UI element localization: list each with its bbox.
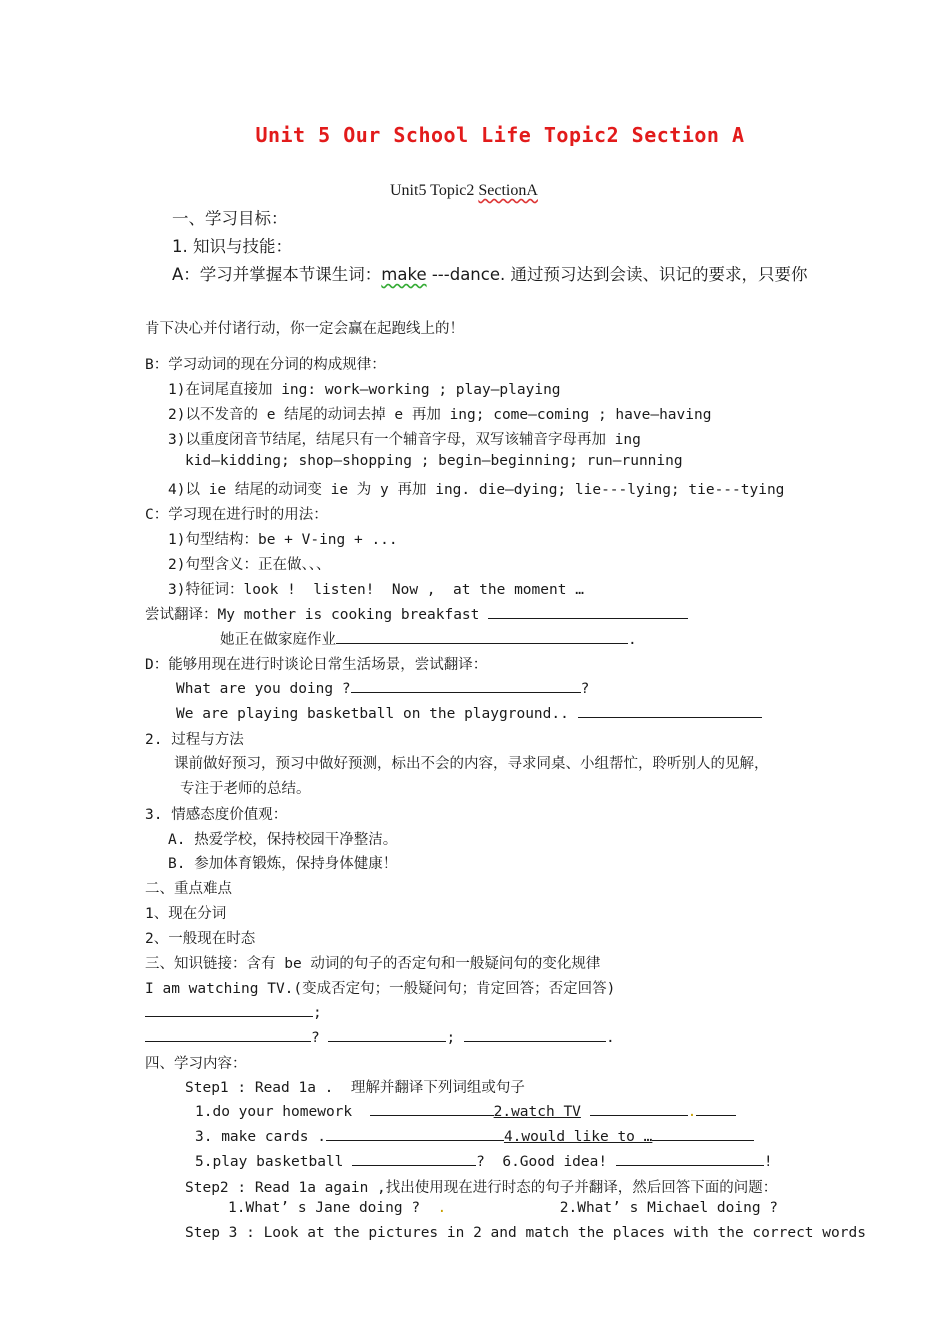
phrase-4: 4.would like to … <box>503 1129 653 1145</box>
part-3-heading: 三、知识链接：含有 be 动词的句子的否定句和一般疑问句的变化规律 <box>145 956 601 972</box>
phrase-3: 3. make cards . <box>195 1129 326 1145</box>
step-2-question-2: 2.What’ s Michael doing ? <box>559 1200 779 1216</box>
answer-blank[interactable] <box>578 703 762 718</box>
step-2-questions <box>228 1200 778 1216</box>
section-1-heading: 一、学习目标： <box>172 209 288 228</box>
rule-3-examples: kid—kidding; shop—shopping ; begin—beginning; run—running <box>185 453 683 469</box>
try-translate-2-text: 她正在做家庭作业 <box>220 632 336 648</box>
phrase-row-2 <box>195 1126 754 1145</box>
step-2-question-1: 1.What’ s Jane doing ? <box>228 1200 421 1216</box>
phrase-6-end: ! <box>763 1154 773 1170</box>
part-3-answer-line-1 <box>145 1002 322 1021</box>
rule-3: 3)以重度闭音节结尾，结尾只有一个辅音字母，双写该辅音字母再加 ing <box>168 432 641 448</box>
try-translate-2-end: . <box>628 632 637 648</box>
answer-blank[interactable] <box>370 1101 494 1116</box>
section-1-1: 1. 知识与技能： <box>172 237 292 256</box>
section-2-text-2: 专注于老师的总结。 <box>180 781 311 797</box>
part-2-heading: 二、重点难点 <box>145 881 232 897</box>
section-3-a: A. 热爱学校，保持校园干净整洁。 <box>168 832 398 848</box>
rule-1: 1)在词尾直接加 ing: work—working ; play—playing <box>168 382 561 398</box>
section-3-heading: 3. 情感态度价值观： <box>145 807 288 823</box>
period: . <box>605 1030 615 1046</box>
answer-blank[interactable] <box>590 1101 688 1116</box>
answer-blank[interactable] <box>488 604 688 619</box>
d-question-1-end: ? <box>580 681 590 697</box>
marker-dot: . <box>687 1104 697 1120</box>
phrase-2: 2.watch TV <box>493 1104 581 1120</box>
answer-blank[interactable] <box>616 1151 764 1166</box>
objective-a-prefix: A：学习并掌握本节课生词： <box>172 265 382 284</box>
part-4-heading: 四、学习内容： <box>145 1056 247 1072</box>
answer-blank[interactable] <box>336 629 628 644</box>
try-translate-1 <box>145 603 688 624</box>
rule-4: 4)以 ie 结尾的动词变 ie 为 y 再加 ing. die—dying; lie---lying; tie---tying <box>168 482 785 498</box>
rule-2: 2)以不发音的 e 结尾的动词去掉 e 再加 ing; come—coming ; have—having <box>168 407 712 423</box>
try-translate-2 <box>220 628 637 649</box>
phrase-row-3 <box>195 1151 773 1170</box>
answer-blank[interactable] <box>464 1027 606 1042</box>
subtitle-section: SectionA <box>478 182 538 199</box>
phrase-5: 5.play basketball <box>195 1154 344 1170</box>
marker-dot: . <box>437 1200 447 1216</box>
answer-blank[interactable] <box>652 1126 754 1141</box>
answer-blank[interactable] <box>145 1002 313 1017</box>
usage-1: 1)句型结构：be + V-ing + ... <box>168 532 398 548</box>
subtitle <box>390 182 538 200</box>
usage-2: 2)句型含义：正在做、、、 <box>168 557 331 573</box>
answer-blank[interactable] <box>326 1126 504 1141</box>
objective-c-heading: C：学习现在进行时的用法： <box>145 507 328 523</box>
part-2-item-1: 1、现在分词 <box>145 906 227 922</box>
objective-a-continued: 肯下决心并付诸行动，你一定会赢在起跑线上的！ <box>145 321 464 337</box>
section-3-b: B. 参加体育锻炼，保持身体健康！ <box>168 856 398 872</box>
try-translate-1-text: 尝试翻译：My mother is cooking breakfast <box>145 607 489 623</box>
section-2-text-1: 课前做好预习，预习中做好预测，标出不会的内容，寻求同桌、小组帮忙，聆听别人的见解， <box>174 756 769 772</box>
phrase-5-end: ? <box>476 1154 485 1170</box>
document-title: Unit 5 Our School Life Topic2 Section A <box>255 123 745 147</box>
d-question-2 <box>176 703 762 722</box>
objective-d-heading: D：能够用现在进行时谈论日常生活场景，尝试翻译： <box>145 657 488 673</box>
part-3-answer-line-2 <box>145 1027 615 1046</box>
step-2: Step2 : Read 1a again ,找出使用现在进行时态的句子并翻译，然后回答下面的问题： <box>185 1180 778 1196</box>
question-mark: ? <box>311 1030 320 1046</box>
objective-a-rest: ---dance. 通过预习达到会读、识记的要求，只要你 <box>426 265 808 284</box>
answer-blank[interactable] <box>145 1027 311 1042</box>
objective-a-make: make <box>381 265 427 284</box>
objective-b-heading: B：学习动词的现在分词的构成规律： <box>145 357 386 373</box>
d-question-1-text: What are you doing ? <box>176 681 351 697</box>
d-question-1 <box>176 678 589 697</box>
d-question-2-text: We are playing basketball on the playground.. <box>176 706 578 722</box>
phrase-1: 1.do your homework <box>195 1104 353 1120</box>
answer-blank[interactable] <box>351 678 581 693</box>
semicolon: ; <box>446 1030 456 1046</box>
objective-a <box>172 261 807 285</box>
phrase-row-1 <box>195 1101 736 1120</box>
answer-blank[interactable] <box>352 1151 476 1166</box>
phrase-6: 6.Good idea! <box>502 1154 608 1170</box>
answer-blank[interactable] <box>696 1101 736 1116</box>
part-2-item-2: 2、一般现在时态 <box>145 931 256 947</box>
step-1: Step1 : Read 1a . 理解并翻译下列词组或句子 <box>185 1080 525 1096</box>
usage-3: 3)特征词：look ! listen! Now , at the moment … <box>168 582 584 598</box>
section-2-heading: 2. 过程与方法 <box>145 732 244 748</box>
step-3: Step 3 : Look at the pictures in 2 and match the places with the correct words <box>185 1225 866 1241</box>
answer-blank[interactable] <box>328 1027 446 1042</box>
part-3-example: I am watching TV.(变成否定句；一般疑问句；肯定回答；否定回答) <box>145 981 616 997</box>
subtitle-prefix: Unit5 Topic2 <box>390 182 479 199</box>
semicolon: ; <box>313 1005 322 1021</box>
